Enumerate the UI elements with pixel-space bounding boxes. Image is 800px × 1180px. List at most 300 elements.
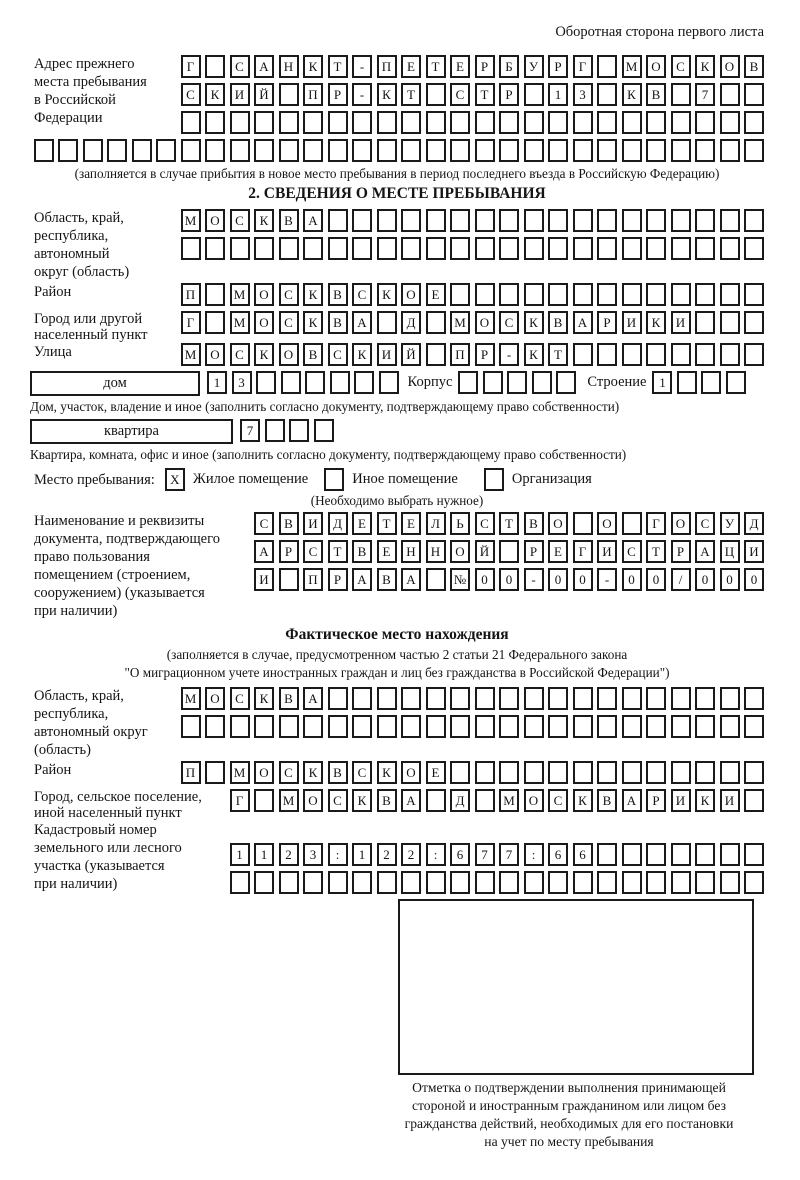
char-box[interactable]	[328, 209, 348, 232]
char-box[interactable]: Р	[646, 789, 666, 812]
char-box[interactable]	[458, 371, 478, 394]
char-box[interactable]	[695, 687, 715, 710]
char-box[interactable]: 7	[499, 843, 519, 866]
char-box[interactable]: В	[646, 83, 666, 106]
char-box[interactable]	[524, 111, 544, 134]
char-box[interactable]	[499, 687, 519, 710]
char-box[interactable]: 2	[377, 843, 397, 866]
char-box[interactable]	[573, 871, 593, 894]
char-box[interactable]	[426, 111, 446, 134]
char-box[interactable]	[671, 237, 691, 260]
char-box[interactable]: 7	[240, 419, 260, 442]
char-box[interactable]: О	[205, 343, 225, 366]
char-box[interactable]	[426, 139, 446, 162]
char-box[interactable]: Р	[475, 343, 495, 366]
char-box[interactable]	[548, 687, 568, 710]
char-box[interactable]: 1	[352, 843, 372, 866]
char-box[interactable]	[744, 283, 764, 306]
char-box[interactable]: 1	[548, 83, 568, 106]
char-box[interactable]	[720, 283, 740, 306]
char-box[interactable]: О	[475, 311, 495, 334]
char-box[interactable]	[475, 871, 495, 894]
char-box[interactable]: 0	[573, 568, 593, 591]
char-box[interactable]: О	[401, 761, 421, 784]
char-box[interactable]	[720, 761, 740, 784]
char-box[interactable]: К	[352, 789, 372, 812]
char-box[interactable]	[597, 111, 617, 134]
char-box[interactable]: С	[671, 55, 691, 78]
char-box[interactable]	[597, 871, 617, 894]
char-box[interactable]	[254, 237, 274, 260]
char-box[interactable]: М	[622, 55, 642, 78]
char-box[interactable]: С	[230, 687, 250, 710]
char-box[interactable]: А	[352, 568, 372, 591]
char-box[interactable]: 1	[230, 843, 250, 866]
char-box[interactable]	[701, 371, 721, 394]
char-box[interactable]: 2	[401, 843, 421, 866]
char-box[interactable]	[573, 715, 593, 738]
char-box[interactable]: О	[646, 55, 666, 78]
char-box[interactable]	[205, 111, 225, 134]
char-box[interactable]: Ц	[720, 540, 740, 563]
char-box[interactable]: С	[475, 512, 495, 535]
char-box[interactable]	[744, 111, 764, 134]
char-box[interactable]: 0	[548, 568, 568, 591]
char-box[interactable]	[720, 343, 740, 366]
char-box[interactable]	[352, 237, 372, 260]
char-box[interactable]: А	[352, 311, 372, 334]
char-box[interactable]: А	[254, 55, 274, 78]
char-box[interactable]: -	[352, 83, 372, 106]
char-box[interactable]: О	[279, 343, 299, 366]
char-box[interactable]: О	[720, 55, 740, 78]
char-box[interactable]: К	[377, 83, 397, 106]
char-box[interactable]: С	[230, 343, 250, 366]
char-box[interactable]	[83, 139, 103, 162]
char-box[interactable]	[671, 209, 691, 232]
char-box[interactable]	[622, 687, 642, 710]
char-box[interactable]	[695, 283, 715, 306]
char-box[interactable]: О	[205, 209, 225, 232]
char-box[interactable]	[720, 237, 740, 260]
char-box[interactable]	[720, 871, 740, 894]
char-box[interactable]	[205, 237, 225, 260]
char-box[interactable]	[720, 209, 740, 232]
char-box[interactable]	[744, 237, 764, 260]
char-box[interactable]	[230, 715, 250, 738]
char-box[interactable]: П	[377, 55, 397, 78]
char-box[interactable]: С	[230, 55, 250, 78]
char-box[interactable]	[597, 761, 617, 784]
char-box[interactable]	[279, 139, 299, 162]
char-box[interactable]: И	[720, 789, 740, 812]
char-box[interactable]	[450, 139, 470, 162]
char-box[interactable]	[744, 139, 764, 162]
char-box[interactable]: С	[279, 761, 299, 784]
char-box[interactable]: П	[181, 283, 201, 306]
char-box[interactable]	[524, 283, 544, 306]
char-box[interactable]	[597, 209, 617, 232]
char-box[interactable]	[499, 111, 519, 134]
char-box[interactable]: С	[450, 83, 470, 106]
char-box[interactable]	[401, 237, 421, 260]
char-box[interactable]	[597, 843, 617, 866]
char-box[interactable]	[303, 871, 323, 894]
char-box[interactable]: Й	[401, 343, 421, 366]
char-box[interactable]	[622, 111, 642, 134]
char-box[interactable]	[597, 237, 617, 260]
char-box[interactable]	[279, 871, 299, 894]
checkbox-residential[interactable]: X	[165, 468, 185, 491]
char-box[interactable]	[548, 209, 568, 232]
char-box[interactable]	[450, 283, 470, 306]
char-box[interactable]	[254, 139, 274, 162]
char-box[interactable]	[401, 687, 421, 710]
char-box[interactable]: В	[279, 512, 299, 535]
char-box[interactable]: А	[401, 568, 421, 591]
char-box[interactable]	[377, 871, 397, 894]
char-box[interactable]	[475, 687, 495, 710]
char-box[interactable]: Е	[352, 512, 372, 535]
char-box[interactable]: В	[328, 283, 348, 306]
char-box[interactable]	[744, 843, 764, 866]
char-box[interactable]: К	[303, 55, 323, 78]
char-box[interactable]	[279, 111, 299, 134]
char-box[interactable]: К	[377, 283, 397, 306]
char-box[interactable]	[230, 139, 250, 162]
char-box[interactable]	[671, 139, 691, 162]
char-box[interactable]	[181, 111, 201, 134]
char-box[interactable]: 1	[652, 371, 672, 394]
char-box[interactable]	[426, 311, 446, 334]
char-box[interactable]: М	[230, 311, 250, 334]
char-box[interactable]	[524, 237, 544, 260]
char-box[interactable]	[744, 83, 764, 106]
char-box[interactable]: В	[352, 540, 372, 563]
char-box[interactable]: К	[524, 343, 544, 366]
char-box[interactable]: А	[303, 687, 323, 710]
char-box[interactable]	[401, 209, 421, 232]
char-box[interactable]	[303, 237, 323, 260]
char-box[interactable]	[279, 237, 299, 260]
char-box[interactable]: В	[328, 761, 348, 784]
char-box[interactable]	[622, 715, 642, 738]
char-box[interactable]: А	[401, 789, 421, 812]
char-box[interactable]: О	[205, 687, 225, 710]
char-box[interactable]	[573, 761, 593, 784]
char-box[interactable]	[671, 715, 691, 738]
char-box[interactable]: Д	[401, 311, 421, 334]
char-box[interactable]: Г	[230, 789, 250, 812]
char-box[interactable]: Л	[426, 512, 446, 535]
char-box[interactable]	[256, 371, 276, 394]
char-box[interactable]	[695, 343, 715, 366]
char-box[interactable]	[622, 343, 642, 366]
char-box[interactable]: 0	[744, 568, 764, 591]
char-box[interactable]	[597, 139, 617, 162]
char-box[interactable]	[548, 139, 568, 162]
char-box[interactable]	[744, 761, 764, 784]
char-box[interactable]	[524, 715, 544, 738]
char-box[interactable]: П	[181, 761, 201, 784]
char-box[interactable]	[377, 715, 397, 738]
char-box[interactable]	[303, 111, 323, 134]
char-box[interactable]	[254, 111, 274, 134]
char-box[interactable]	[499, 237, 519, 260]
char-box[interactable]	[597, 55, 617, 78]
char-box[interactable]: 0	[720, 568, 740, 591]
char-box[interactable]: 6	[548, 843, 568, 866]
char-box[interactable]	[524, 209, 544, 232]
char-box[interactable]: П	[303, 568, 323, 591]
char-box[interactable]: М	[181, 687, 201, 710]
char-box[interactable]	[352, 715, 372, 738]
char-box[interactable]: Н	[279, 55, 299, 78]
char-box[interactable]: Е	[401, 55, 421, 78]
char-box[interactable]	[646, 139, 666, 162]
char-box[interactable]	[695, 111, 715, 134]
char-box[interactable]: Т	[646, 540, 666, 563]
char-box[interactable]	[426, 568, 446, 591]
char-box[interactable]: М	[181, 343, 201, 366]
char-box[interactable]: Г	[181, 311, 201, 334]
char-box[interactable]: /	[671, 568, 691, 591]
char-box[interactable]: Т	[377, 512, 397, 535]
char-box[interactable]	[726, 371, 746, 394]
char-box[interactable]: Б	[499, 55, 519, 78]
char-box[interactable]: О	[254, 761, 274, 784]
char-box[interactable]	[646, 237, 666, 260]
char-box[interactable]: В	[377, 789, 397, 812]
char-box[interactable]	[205, 761, 225, 784]
char-box[interactable]	[483, 371, 503, 394]
char-box[interactable]	[377, 237, 397, 260]
char-box[interactable]: С	[328, 343, 348, 366]
char-box[interactable]	[279, 715, 299, 738]
char-box[interactable]	[265, 419, 285, 442]
char-box[interactable]	[426, 789, 446, 812]
char-box[interactable]	[499, 715, 519, 738]
char-box[interactable]	[744, 209, 764, 232]
char-box[interactable]	[671, 111, 691, 134]
char-box[interactable]	[532, 371, 552, 394]
char-box[interactable]	[597, 715, 617, 738]
char-box[interactable]	[450, 209, 470, 232]
char-box[interactable]: :	[328, 843, 348, 866]
char-box[interactable]	[401, 139, 421, 162]
char-box[interactable]	[156, 139, 176, 162]
char-box[interactable]	[475, 139, 495, 162]
char-box[interactable]: Д	[450, 789, 470, 812]
char-box[interactable]: К	[377, 761, 397, 784]
char-box[interactable]	[328, 237, 348, 260]
char-box[interactable]: М	[499, 789, 519, 812]
char-box[interactable]: К	[254, 209, 274, 232]
char-box[interactable]: М	[279, 789, 299, 812]
house-type-box[interactable]: дом	[30, 371, 200, 396]
char-box[interactable]	[254, 715, 274, 738]
char-box[interactable]	[720, 687, 740, 710]
char-box[interactable]: Й	[475, 540, 495, 563]
char-box[interactable]: С	[548, 789, 568, 812]
char-box[interactable]: 6	[573, 843, 593, 866]
char-box[interactable]	[181, 237, 201, 260]
char-box[interactable]: В	[279, 687, 299, 710]
char-box[interactable]	[401, 871, 421, 894]
char-box[interactable]	[622, 843, 642, 866]
char-box[interactable]	[671, 343, 691, 366]
char-box[interactable]: К	[205, 83, 225, 106]
char-box[interactable]: О	[548, 512, 568, 535]
char-box[interactable]: О	[450, 540, 470, 563]
char-box[interactable]: И	[671, 311, 691, 334]
char-box[interactable]: О	[524, 789, 544, 812]
char-box[interactable]	[475, 761, 495, 784]
char-box[interactable]: К	[303, 283, 323, 306]
char-box[interactable]: Е	[426, 283, 446, 306]
char-box[interactable]	[330, 371, 350, 394]
char-box[interactable]: В	[524, 512, 544, 535]
char-box[interactable]: М	[181, 209, 201, 232]
char-box[interactable]: К	[352, 343, 372, 366]
char-box[interactable]	[254, 789, 274, 812]
char-box[interactable]: Р	[499, 83, 519, 106]
char-box[interactable]	[671, 761, 691, 784]
char-box[interactable]	[107, 139, 127, 162]
char-box[interactable]	[450, 715, 470, 738]
char-box[interactable]	[573, 237, 593, 260]
char-box[interactable]	[720, 139, 740, 162]
char-box[interactable]: Т	[499, 512, 519, 535]
char-box[interactable]: А	[622, 789, 642, 812]
char-box[interactable]: Г	[573, 55, 593, 78]
char-box[interactable]: А	[573, 311, 593, 334]
char-box[interactable]: У	[720, 512, 740, 535]
char-box[interactable]: И	[744, 540, 764, 563]
char-box[interactable]: Д	[328, 512, 348, 535]
char-box[interactable]: 7	[475, 843, 495, 866]
char-box[interactable]: М	[230, 283, 250, 306]
char-box[interactable]: Т	[426, 55, 446, 78]
char-box[interactable]	[58, 139, 78, 162]
char-box[interactable]: 0	[499, 568, 519, 591]
char-box[interactable]	[426, 687, 446, 710]
char-box[interactable]	[524, 871, 544, 894]
char-box[interactable]	[524, 83, 544, 106]
char-box[interactable]	[524, 139, 544, 162]
char-box[interactable]	[426, 715, 446, 738]
checkbox-other-premises[interactable]	[324, 468, 344, 491]
char-box[interactable]	[622, 237, 642, 260]
char-box[interactable]: В	[279, 209, 299, 232]
char-box[interactable]	[744, 871, 764, 894]
char-box[interactable]: С	[352, 283, 372, 306]
char-box[interactable]	[499, 139, 519, 162]
char-box[interactable]: А	[695, 540, 715, 563]
char-box[interactable]	[475, 283, 495, 306]
char-box[interactable]: С	[328, 789, 348, 812]
char-box[interactable]	[328, 111, 348, 134]
char-box[interactable]: С	[352, 761, 372, 784]
char-box[interactable]: 0	[695, 568, 715, 591]
char-box[interactable]: Е	[548, 540, 568, 563]
char-box[interactable]	[426, 871, 446, 894]
char-box[interactable]: Т	[328, 55, 348, 78]
char-box[interactable]: И	[377, 343, 397, 366]
char-box[interactable]: Т	[475, 83, 495, 106]
char-box[interactable]	[426, 83, 446, 106]
char-box[interactable]: К	[695, 789, 715, 812]
char-box[interactable]: Р	[328, 568, 348, 591]
char-box[interactable]	[475, 789, 495, 812]
char-box[interactable]: Е	[426, 761, 446, 784]
char-box[interactable]	[205, 715, 225, 738]
char-box[interactable]	[205, 311, 225, 334]
char-box[interactable]	[573, 139, 593, 162]
char-box[interactable]	[744, 715, 764, 738]
char-box[interactable]	[671, 83, 691, 106]
char-box[interactable]	[34, 139, 54, 162]
char-box[interactable]	[548, 715, 568, 738]
char-box[interactable]: 3	[232, 371, 252, 394]
char-box[interactable]	[677, 371, 697, 394]
char-box[interactable]: Т	[328, 540, 348, 563]
char-box[interactable]: Г	[646, 512, 666, 535]
char-box[interactable]: Е	[450, 55, 470, 78]
char-box[interactable]	[328, 687, 348, 710]
char-box[interactable]	[548, 111, 568, 134]
char-box[interactable]	[450, 871, 470, 894]
char-box[interactable]: С	[279, 311, 299, 334]
char-box[interactable]: В	[328, 311, 348, 334]
char-box[interactable]	[181, 715, 201, 738]
char-box[interactable]: 1	[207, 371, 227, 394]
checkbox-organization[interactable]	[484, 468, 504, 491]
char-box[interactable]	[289, 419, 309, 442]
char-box[interactable]: И	[597, 540, 617, 563]
char-box[interactable]	[573, 512, 593, 535]
char-box[interactable]: Н	[401, 540, 421, 563]
char-box[interactable]: Г	[573, 540, 593, 563]
char-box[interactable]	[597, 687, 617, 710]
char-box[interactable]: 7	[695, 83, 715, 106]
char-box[interactable]	[548, 283, 568, 306]
char-box[interactable]: К	[622, 83, 642, 106]
char-box[interactable]	[695, 209, 715, 232]
char-box[interactable]: 3	[303, 843, 323, 866]
char-box[interactable]	[426, 237, 446, 260]
char-box[interactable]: №	[450, 568, 470, 591]
char-box[interactable]	[352, 139, 372, 162]
char-box[interactable]	[377, 111, 397, 134]
char-box[interactable]	[556, 371, 576, 394]
char-box[interactable]: О	[401, 283, 421, 306]
char-box[interactable]: 1	[254, 843, 274, 866]
char-box[interactable]: С	[499, 311, 519, 334]
char-box[interactable]: И	[254, 568, 274, 591]
char-box[interactable]	[720, 111, 740, 134]
char-box[interactable]	[622, 761, 642, 784]
char-box[interactable]: Т	[548, 343, 568, 366]
char-box[interactable]	[622, 283, 642, 306]
char-box[interactable]	[499, 871, 519, 894]
char-box[interactable]	[622, 512, 642, 535]
char-box[interactable]	[646, 343, 666, 366]
char-box[interactable]	[573, 687, 593, 710]
char-box[interactable]: -	[499, 343, 519, 366]
char-box[interactable]	[744, 687, 764, 710]
char-box[interactable]: Р	[671, 540, 691, 563]
